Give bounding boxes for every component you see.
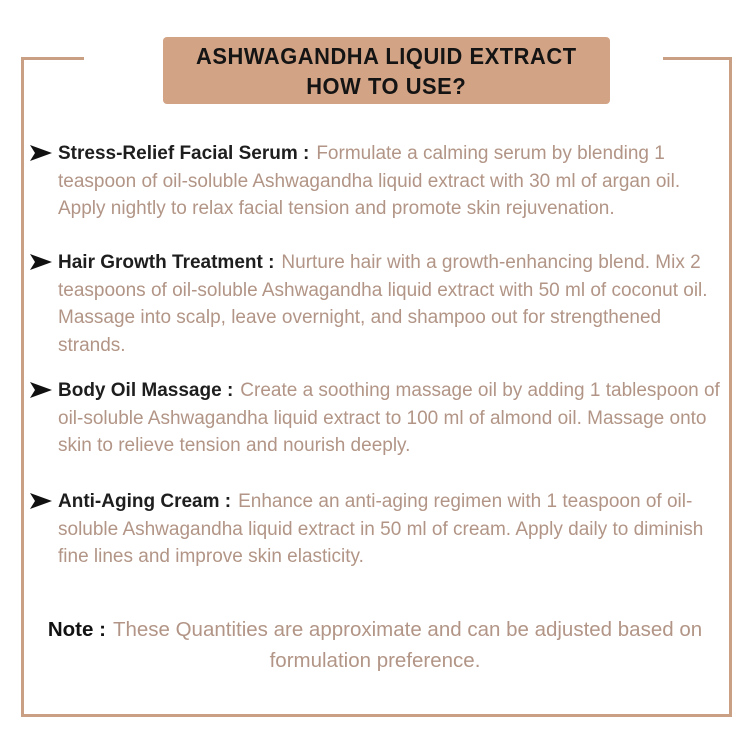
arrow-bullet-icon [30,253,52,271]
list-item [30,140,725,223]
frame-top-right-line [663,57,732,60]
item-body: Enhance an anti-aging regimen with 1 teaspoon of oil-soluble Ashwagandha liquid extract in 50 ml of cream. Apply daily to diminish fine lines and improve skin elasticity. [58,491,704,567]
item-body: Formulate a calming serum by blending 1 teaspoon of oil-soluble Ashwagandha liquid extract with 30 ml of argan oil. Apply nightly to relax facial tension and promote skin rejuvenation. [58,143,681,219]
note-label: Note : [47,618,106,641]
list-item [30,377,725,460]
page-title-line-1: ASHWAGANDHA LIQUID EXTRACT [196,42,577,69]
arrow-bullet-icon [30,381,52,399]
item-heading: Hair Growth Treatment : [58,252,275,273]
item-text [58,488,720,571]
list-item [30,249,725,359]
note-text [35,614,715,676]
item-heading: Stress-Relief Facial Serum : [58,143,310,164]
frame-right-line [729,57,732,717]
arrow-bullet-icon [30,492,52,510]
item-heading: Anti-Aging Cream : [58,491,232,512]
item-text [58,140,720,223]
item-text [58,249,720,359]
frame-left-line [21,57,24,717]
page-title-line-2: HOW TO USE? [306,72,467,99]
title-banner [163,37,610,104]
note-body: These Quantities are approximate and can be adjusted based on formulation preference. [112,618,703,672]
arrow-bullet-icon [30,144,52,162]
item-body: Create a soothing massage oil by adding 1 tablespoon of oil-soluble Ashwagandha liquid extract to 100 ml of almond oil. Massage onto skin to relieve tension and nourish deeply. [58,380,720,456]
item-heading: Body Oil Massage : [58,380,234,401]
list-item [30,488,725,571]
frame-bottom-line [21,714,732,717]
frame-top-left-line [21,57,84,60]
item-text [58,377,720,460]
item-body: Nurture hair with a growth-enhancing blend. Mix 2 teaspoons of oil-soluble Ashwagandha liquid extract with 50 ml of coconut oil. Massage into scalp, leave overnight, and shampoo out for strengthened strands. [58,252,708,356]
